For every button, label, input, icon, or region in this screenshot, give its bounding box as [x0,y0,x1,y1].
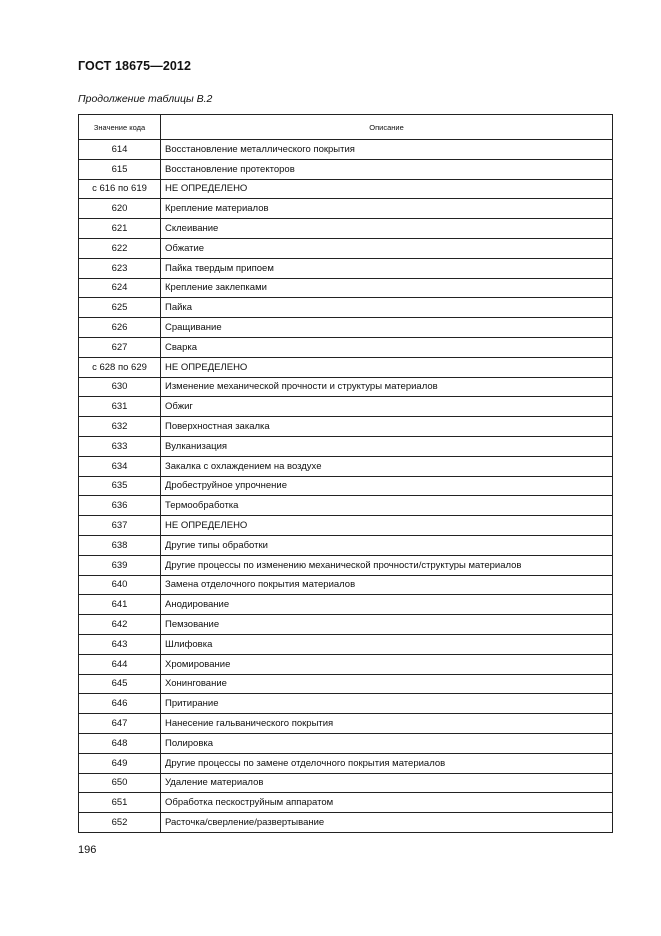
description-cell: Вулканизация [161,436,613,456]
code-cell: 644 [79,654,161,674]
code-cell: 632 [79,417,161,437]
description-cell: Склеивание [161,219,613,239]
table-row [79,417,613,437]
table-row [79,714,613,734]
table-row [79,733,613,753]
code-cell: 625 [79,298,161,318]
table-row [79,337,613,357]
description-cell: Другие процессы по изменению механической прочности/структуры материалов [161,555,613,575]
description-cell: Закалка с охлаждением на воздухе [161,456,613,476]
table-row [79,357,613,377]
description-cell: Пемзование [161,615,613,635]
code-cell: 622 [79,238,161,258]
code-cell: 636 [79,496,161,516]
table-row [79,199,613,219]
description-cell: Поверхностная закалка [161,417,613,437]
code-cell: 651 [79,793,161,813]
code-cell: 631 [79,397,161,417]
table-row [79,397,613,417]
description-cell: Замена отделочного покрытия материалов [161,575,613,595]
table-row [79,238,613,258]
table-row [79,694,613,714]
table-row [79,140,613,160]
description-cell: Нанесение гальванического покрытия [161,714,613,734]
code-cell: с 616 по 619 [79,179,161,199]
table-row [79,753,613,773]
column-header-description: Описание [161,115,613,140]
code-cell: 633 [79,436,161,456]
table-row [79,278,613,298]
table-row [79,654,613,674]
code-cell: 649 [79,753,161,773]
code-cell: 652 [79,813,161,833]
description-cell: Крепление материалов [161,199,613,219]
code-cell: 623 [79,258,161,278]
description-cell: Полировка [161,733,613,753]
description-cell: Хромирование [161,654,613,674]
code-cell: 624 [79,278,161,298]
table-row [79,793,613,813]
table-row [79,595,613,615]
description-cell: Пайка твердым припоем [161,258,613,278]
table-row [79,496,613,516]
table-row [79,298,613,318]
description-cell: Шлифовка [161,634,613,654]
code-cell: 645 [79,674,161,694]
code-cell: 648 [79,733,161,753]
description-cell: Другие типы обработки [161,535,613,555]
table-row [79,159,613,179]
description-cell: Другие процессы по замене отделочного покрытия материалов [161,753,613,773]
description-cell: Изменение механической прочности и структуры материалов [161,377,613,397]
description-cell: Анодирование [161,595,613,615]
table-caption: Продолжение таблицы В.2 [78,93,213,105]
table-row [79,813,613,833]
description-cell: Пайка [161,298,613,318]
table-row [79,674,613,694]
standard-title: ГОСТ 18675—2012 [78,59,192,73]
table-header-row [79,115,613,140]
description-cell: Обжиг [161,397,613,417]
code-cell: 641 [79,595,161,615]
code-cell: с 628 по 629 [79,357,161,377]
code-cell: 634 [79,456,161,476]
description-cell: Расточка/сверление/развертывание [161,813,613,833]
description-cell: НЕ ОПРЕДЕЛЕНО [161,516,613,536]
description-cell: Хонингование [161,674,613,694]
table-row [79,516,613,536]
table-row [79,219,613,239]
table-row [79,377,613,397]
code-cell: 640 [79,575,161,595]
code-cell: 620 [79,199,161,219]
column-header-code: Значение кода [79,115,161,140]
table-row [79,535,613,555]
code-cell: 626 [79,318,161,338]
code-cell: 621 [79,219,161,239]
table-row [79,773,613,793]
description-cell: Восстановление металлического покрытия [161,140,613,160]
table-row [79,456,613,476]
code-cell: 639 [79,555,161,575]
table-row [79,258,613,278]
description-cell: Термообработка [161,496,613,516]
table-row [79,318,613,338]
table-row [79,575,613,595]
table-row [79,634,613,654]
page-number: 196 [78,844,97,856]
description-cell: Сращивание [161,318,613,338]
code-cell: 642 [79,615,161,635]
description-cell: Сварка [161,337,613,357]
code-cell: 638 [79,535,161,555]
table-row [79,436,613,456]
description-cell: Притирание [161,694,613,714]
code-cell: 643 [79,634,161,654]
code-cell: 647 [79,714,161,734]
description-cell: Обжатие [161,238,613,258]
description-cell: Восстановление протекторов [161,159,613,179]
code-cell: 650 [79,773,161,793]
table-row [79,179,613,199]
code-cell: 615 [79,159,161,179]
description-cell: НЕ ОПРЕДЕЛЕНО [161,179,613,199]
code-cell: 627 [79,337,161,357]
description-cell: Удаление материалов [161,773,613,793]
description-cell: Обработка пескоструйным аппаратом [161,793,613,813]
code-cell: 646 [79,694,161,714]
description-cell: НЕ ОПРЕДЕЛЕНО [161,357,613,377]
code-cell: 635 [79,476,161,496]
code-cell: 637 [79,516,161,536]
code-cell: 630 [79,377,161,397]
code-table [78,114,613,833]
description-cell: Крепление заклепками [161,278,613,298]
code-cell: 614 [79,140,161,160]
table-row [79,615,613,635]
table-row [79,476,613,496]
description-cell: Дробеструйное упрочнение [161,476,613,496]
table-row [79,555,613,575]
